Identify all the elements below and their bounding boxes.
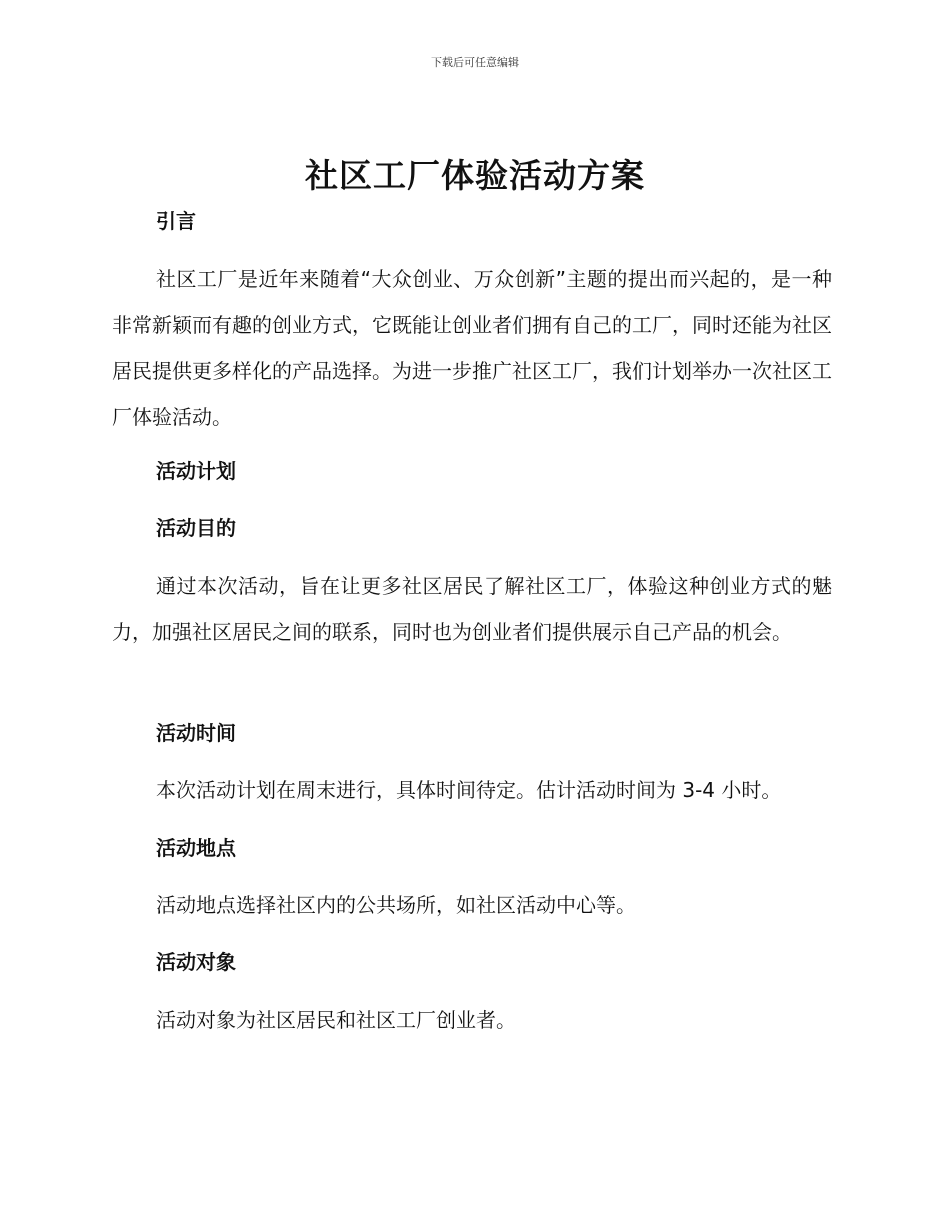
location-paragraph: 活动地点选择社区内的公共场所，如社区活动中心等。 [156,893,636,917]
intro-paragraph: 社区工厂是近年来随着“大众创业、万众创新”主题的提出而兴起的，是一种非常新颖而有趣的创业方式，它既能让创业者们拥有自己的工厂，同时还能为社区居民提供更多样化的产品选择。为进一步推广社区工厂，我们计划举办一次社区工厂体验活动。 [112,267,832,429]
intro-heading: 引言 [156,209,196,233]
audience-paragraph: 活动对象为社区居民和社区工厂创业者。 [156,1008,516,1032]
document-title: 社区工厂体验活动方案 [305,156,645,195]
location-heading: 活动地点 [156,836,236,860]
purpose-paragraph: 通过本次活动，旨在让更多社区居民了解社区工厂，体验这种创业方式的魅力，加强社区居民之间的联系，同时也为创业者们提供展示自己产品的机会。 [112,574,832,644]
purpose-heading: 活动目的 [156,516,236,540]
audience-heading: 活动对象 [156,950,236,974]
time-paragraph: 本次活动计划在周末进行，具体时间待定。估计活动时间为 3-4 小时。 [156,778,782,802]
time-heading: 活动时间 [156,721,236,745]
plan-heading: 活动计划 [156,459,236,483]
header-note: 下载后可任意编辑 [431,56,519,69]
